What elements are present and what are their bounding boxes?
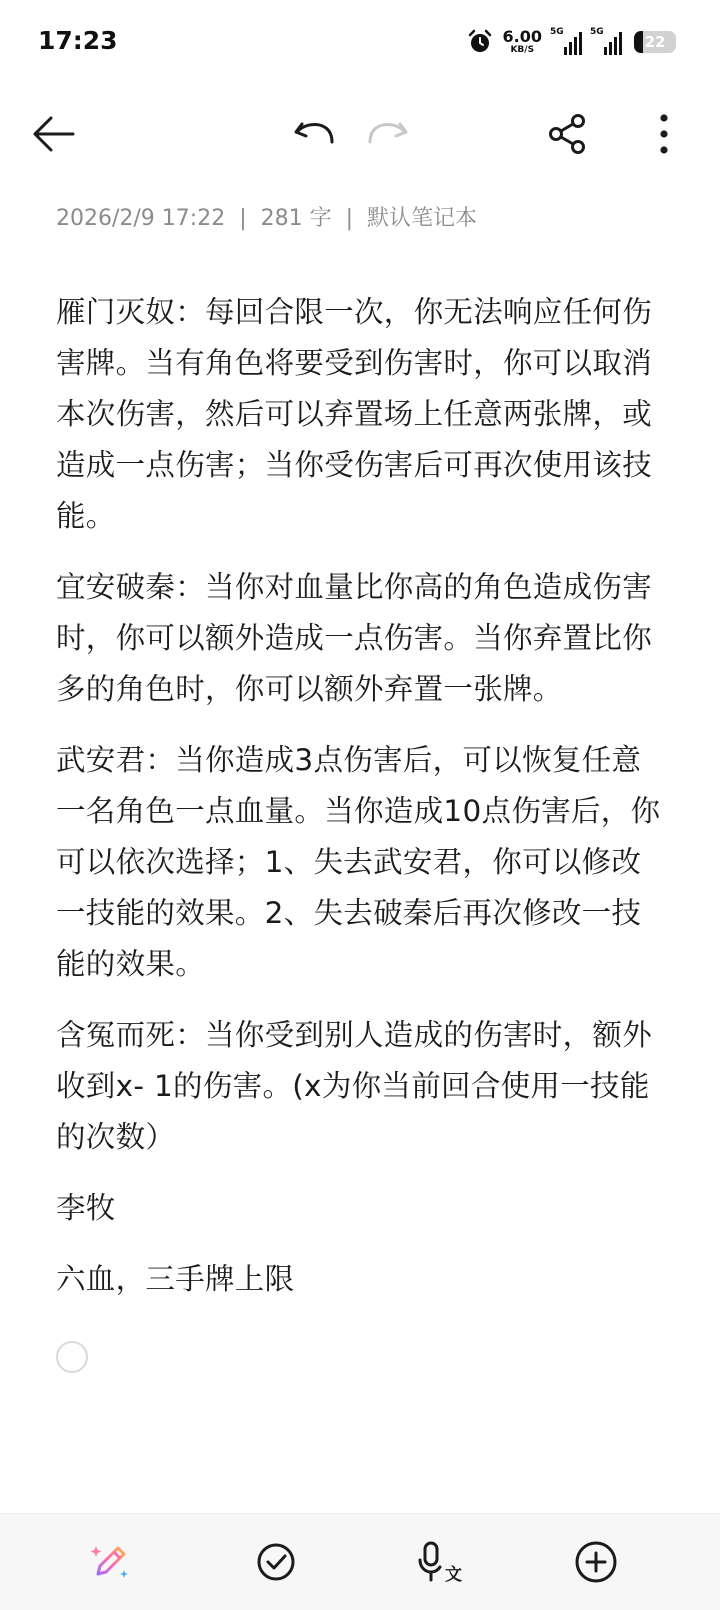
- add-circle-icon: [574, 1540, 618, 1584]
- note-toolbar: [0, 96, 720, 168]
- redo-icon: [366, 116, 410, 152]
- status-bar: [0, 0, 720, 84]
- net-speed-unit: KB/S: [510, 45, 535, 55]
- signal-1-label: 5G: [550, 27, 564, 37]
- battery-icon: [634, 31, 676, 53]
- meta-separator: |: [239, 206, 247, 231]
- share-button[interactable]: [544, 110, 592, 158]
- svg-text:文: 文: [445, 1565, 462, 1584]
- more-options-button[interactable]: [640, 110, 688, 158]
- note-paragraph[interactable]: 含冤而死：当你受到别人造成的伤害时，额外收到x- 1的伤害。(x为你当前回合使用一技能的次数）: [56, 1018, 653, 1154]
- net-speed-value: 6.00: [502, 27, 542, 46]
- signal-2-label: 5G: [590, 27, 604, 37]
- word-count: 281 字: [260, 206, 332, 231]
- note-paragraph[interactable]: 六血，三手牌上限: [56, 1262, 295, 1296]
- alarm-icon: [467, 29, 493, 55]
- note-paragraph[interactable]: 宜安破秦：当你对血量比你高的角色造成伤害时，你可以额外造成一点伤害。当你弃置比你多的角色时，你可以额外弃置一张牌。: [56, 570, 653, 706]
- undo-icon: [292, 116, 336, 152]
- redo-button[interactable]: [364, 110, 412, 158]
- signal-bars-icon: [564, 32, 582, 55]
- back-button[interactable]: [30, 110, 78, 158]
- voice-to-text-button[interactable]: [414, 1536, 466, 1588]
- checklist-icon: [255, 1541, 297, 1583]
- signal-2: [590, 29, 622, 55]
- status-icons: [467, 24, 676, 60]
- note-paragraph[interactable]: 李牧: [56, 1191, 116, 1225]
- bottom-toolbar: [0, 1513, 720, 1610]
- voice-to-text-icon: [417, 1540, 463, 1584]
- arrow-left-icon: [31, 114, 77, 154]
- note-body[interactable]: [56, 287, 666, 1325]
- signal-bars-icon: [604, 32, 622, 55]
- add-button[interactable]: [570, 1536, 622, 1588]
- checklist-item-checkbox[interactable]: [56, 1341, 88, 1373]
- note-paragraph[interactable]: 武安君：当你造成3点伤害后，可以恢复任意一名角色一点血量。当你造成10点伤害后，你可以依次选择；1、失去武安君，你可以修改一技能的效果。2、失去破秦后再次修改一技能的效果。: [56, 743, 661, 981]
- note-paragraph[interactable]: 雁门灭奴：每回合限一次，你无法响应任何伤害牌。当有角色将要受到伤害时，你可以取消本次伤害，然后可以弃置场上任意两张牌，或造成一点伤害；当你受伤害后可再次使用该技能。: [56, 295, 653, 533]
- notebook-name[interactable]: 默认笔记本: [367, 206, 478, 231]
- status-time: 17:23: [38, 26, 118, 55]
- checklist-button[interactable]: [250, 1536, 302, 1588]
- meta-separator: |: [345, 206, 354, 231]
- signal-1: [550, 29, 582, 55]
- ai-assist-button[interactable]: [84, 1536, 136, 1588]
- more-vertical-icon: [659, 114, 669, 154]
- net-speed: [503, 29, 542, 55]
- note-meta: [56, 201, 477, 232]
- undo-button[interactable]: [290, 110, 338, 158]
- ai-pen-sparkle-icon: [88, 1540, 132, 1584]
- share-icon: [547, 113, 589, 155]
- battery-level: 22: [644, 33, 666, 51]
- note-date: 2026/2/9 17:22: [56, 206, 226, 231]
